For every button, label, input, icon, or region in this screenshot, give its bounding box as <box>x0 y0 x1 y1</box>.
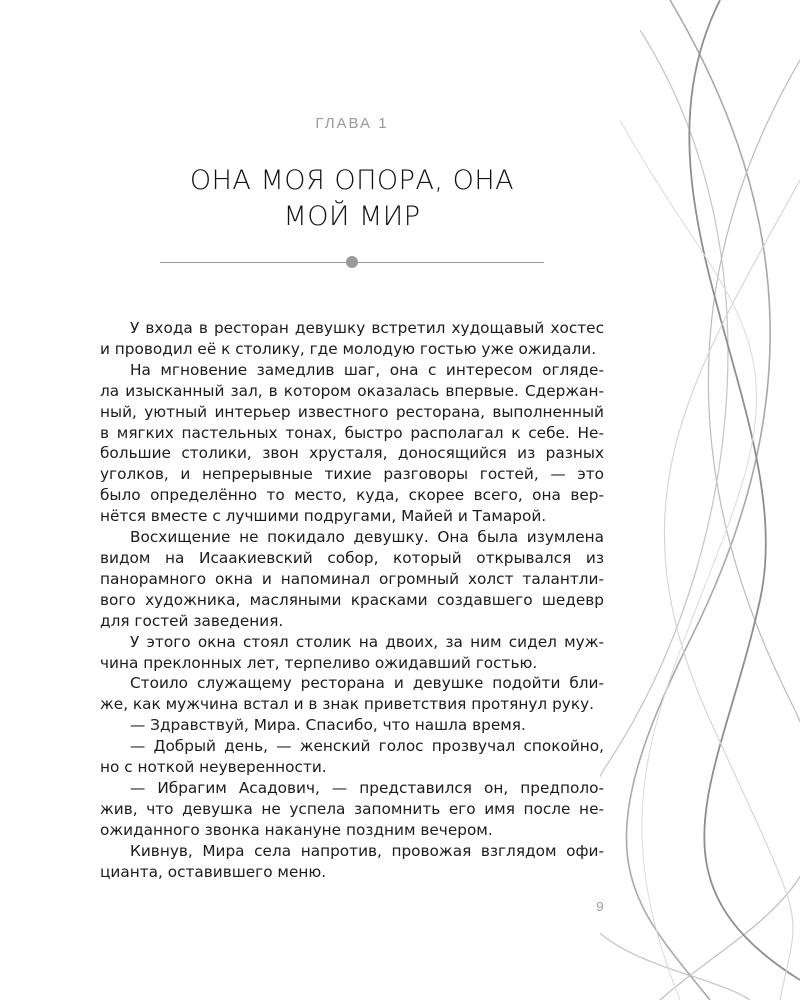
text-line: вого художника, масляными красками создавшего шедевр <box>100 590 604 609</box>
dialogue-paragraph <box>100 736 604 778</box>
dialogue-paragraph <box>100 715 604 736</box>
text-line: Стоило служащему ресторана и девушке подойти бли- <box>130 674 604 693</box>
wave-line-3 <box>660 60 800 1000</box>
paragraph <box>100 632 604 674</box>
text-line: — Здравствуй, Мира. Спасибо, что нашла время. <box>130 716 526 735</box>
text-line: ный, уютный интерьер известного ресторана, выполненный <box>100 402 604 421</box>
paragraph <box>100 527 604 632</box>
text-line: Кивнув, Мира села напротив, провожая взглядом офи- <box>130 841 604 860</box>
text-line: чина преклонных лет, терпеливо ожидавший гостью. <box>100 653 538 672</box>
text-line: цианта, оставившего меню. <box>100 862 327 881</box>
paragraph <box>100 360 604 527</box>
page-number: 9 <box>596 899 604 914</box>
paragraph <box>100 841 604 883</box>
text-line: панорамного окна и напоминал огромный холст талантли- <box>100 569 604 588</box>
text-line: У входа в ресторан девушку встретил худощавый хостес <box>130 319 604 337</box>
chapter-body-text <box>100 318 604 882</box>
chapter-label: ГЛАВА 1 <box>315 115 389 132</box>
wave-line-6 <box>620 120 756 1000</box>
wave-line-1 <box>600 30 750 1000</box>
wave-line-4 <box>689 0 800 980</box>
text-line: Восхищение не покидало девушку. Она была изумлена <box>130 528 604 547</box>
text-line: — Ибрагим Асадович, — представился он, предполо- <box>130 778 604 797</box>
text-line: но с ноткой неуверенности. <box>100 758 327 777</box>
text-line: для гостей заведения. <box>100 611 284 630</box>
text-line: видом на Исаакиевский собор, который открывался из <box>100 548 604 567</box>
paragraph <box>100 318 604 360</box>
text-line: нётся вместе с лучшими подругами, Майей и Тамарой. <box>100 507 547 526</box>
text-line: жив, что девушка не успела запомнить его имя после не- <box>100 799 604 818</box>
text-line: ожиданного звонка накануне поздним вечером. <box>100 820 493 839</box>
dialogue-paragraph <box>100 778 604 841</box>
paragraph <box>100 673 604 715</box>
text-line: было определённо то место, куда, скорее всего, она вер- <box>100 486 604 505</box>
text-line: в мягких пастельных тонах, быстро располагал к себе. Не- <box>100 423 604 442</box>
text-line: уголков, и непрерывные тихие разговоры гостей, — это <box>100 465 604 484</box>
text-line: У этого окна стоял столик на двоих, за ним сидел муж- <box>130 632 604 651</box>
decorative-wave-lines <box>600 0 800 1000</box>
title-divider-dot <box>346 256 358 268</box>
text-line: большие столики, звон хрусталя, доносящийся из разных <box>100 444 604 463</box>
wave-line-2 <box>626 0 770 1000</box>
chapter-title-line-1: ОНА МОЯ ОПОРА, ОНА <box>189 165 515 196</box>
text-line: ла изысканный зал, в котором оказалась впервые. Сдержан- <box>100 381 604 400</box>
chapter-title <box>140 163 564 235</box>
text-line: и проводил её к столику, где молодую гостью уже ожидали. <box>100 339 597 358</box>
text-line: — Добрый день, — женский голос прозвучал спокойно, <box>130 737 604 756</box>
text-line: же, как мужчина встал и в знак приветствия протянул руку. <box>100 695 594 714</box>
chapter-title-line-2: МОЙ МИР <box>283 201 421 232</box>
text-line: На мгновение замедлив шаг, она с интересом огляде- <box>130 360 604 379</box>
